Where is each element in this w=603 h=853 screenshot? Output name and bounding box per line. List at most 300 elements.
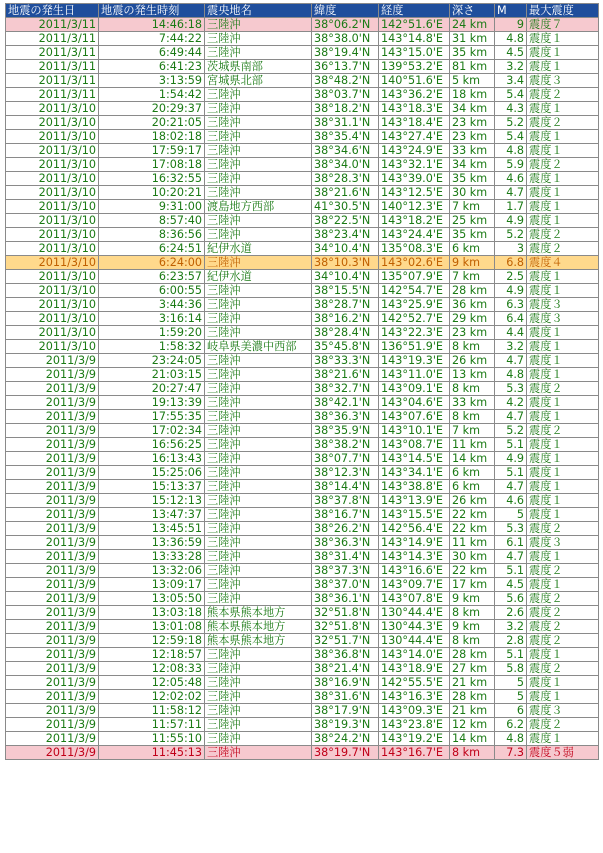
cell-depth: 8 km [450, 606, 495, 620]
cell-epicenter: 熊本県熊本地方 [205, 634, 312, 648]
cell-latitude: 38°21.6'N [312, 186, 379, 200]
cell-depth: 21 km [450, 676, 495, 690]
cell-time: 12:18:57 [99, 648, 205, 662]
cell-epicenter: 三陸沖 [205, 116, 312, 130]
cell-time: 17:59:17 [99, 144, 205, 158]
cell-epicenter: 宮城県北部 [205, 74, 312, 88]
cell-time: 3:44:36 [99, 298, 205, 312]
cell-max-intensity: 震度２ [527, 634, 599, 648]
cell-magnitude: 4.5 [495, 46, 527, 60]
table-row [6, 732, 599, 746]
cell-longitude: 142°52.7'E [379, 312, 450, 326]
cell-latitude: 32°51.7'N [312, 634, 379, 648]
cell-date: 2011/3/10 [6, 102, 99, 116]
cell-max-intensity: 震度１ [527, 172, 599, 186]
cell-epicenter: 三陸沖 [205, 564, 312, 578]
cell-date: 2011/3/10 [6, 116, 99, 130]
cell-magnitude: 5.3 [495, 382, 527, 396]
table-row [6, 200, 599, 214]
cell-max-intensity: 震度３ [527, 312, 599, 326]
table-row [6, 690, 599, 704]
cell-magnitude: 6.1 [495, 536, 527, 550]
cell-time: 15:12:13 [99, 494, 205, 508]
cell-latitude: 32°51.8'N [312, 606, 379, 620]
cell-max-intensity: 震度２ [527, 424, 599, 438]
cell-longitude: 143°18.9'E [379, 662, 450, 676]
cell-depth: 26 km [450, 494, 495, 508]
cell-depth: 6 km [450, 242, 495, 256]
cell-epicenter: 三陸沖 [205, 522, 312, 536]
table-row [6, 648, 599, 662]
cell-magnitude: 1.7 [495, 200, 527, 214]
table-row [6, 46, 599, 60]
cell-longitude: 143°09.7'E [379, 578, 450, 592]
table-row [6, 340, 599, 354]
table-row [6, 186, 599, 200]
cell-latitude: 38°37.0'N [312, 578, 379, 592]
cell-depth: 35 km [450, 228, 495, 242]
cell-latitude: 38°28.4'N [312, 326, 379, 340]
cell-date: 2011/3/9 [6, 606, 99, 620]
cell-date: 2011/3/9 [6, 494, 99, 508]
table-row [6, 74, 599, 88]
cell-latitude: 38°14.4'N [312, 480, 379, 494]
cell-longitude: 143°10.1'E [379, 424, 450, 438]
cell-max-intensity: 震度１ [527, 32, 599, 46]
cell-depth: 14 km [450, 452, 495, 466]
cell-max-intensity: 震度２ [527, 592, 599, 606]
cell-date: 2011/3/9 [6, 564, 99, 578]
cell-longitude: 143°14.9'E [379, 536, 450, 550]
cell-max-intensity: 震度２ [527, 620, 599, 634]
cell-magnitude: 2.6 [495, 606, 527, 620]
cell-date: 2011/3/9 [6, 396, 99, 410]
cell-latitude: 38°19.7'N [312, 746, 379, 760]
cell-depth: 34 km [450, 102, 495, 116]
cell-magnitude: 6.3 [495, 298, 527, 312]
cell-time: 1:58:32 [99, 340, 205, 354]
cell-magnitude: 5.1 [495, 466, 527, 480]
cell-latitude: 38°48.2'N [312, 74, 379, 88]
cell-magnitude: 6.4 [495, 312, 527, 326]
cell-epicenter: 三陸沖 [205, 228, 312, 242]
cell-depth: 11 km [450, 438, 495, 452]
cell-magnitude: 3 [495, 242, 527, 256]
cell-latitude: 38°16.2'N [312, 312, 379, 326]
cell-magnitude: 5.2 [495, 424, 527, 438]
cell-magnitude: 5.9 [495, 158, 527, 172]
table-row [6, 18, 599, 32]
cell-longitude: 143°14.8'E [379, 32, 450, 46]
cell-depth: 36 km [450, 298, 495, 312]
cell-epicenter: 三陸沖 [205, 368, 312, 382]
cell-max-intensity: 震度１ [527, 340, 599, 354]
cell-time: 13:36:59 [99, 536, 205, 550]
cell-depth: 81 km [450, 60, 495, 74]
cell-depth: 6 km [450, 466, 495, 480]
cell-max-intensity: 震度３ [527, 704, 599, 718]
cell-magnitude: 4.8 [495, 32, 527, 46]
cell-date: 2011/3/9 [6, 466, 99, 480]
cell-magnitude: 5.4 [495, 130, 527, 144]
cell-depth: 28 km [450, 690, 495, 704]
cell-magnitude: 5.4 [495, 88, 527, 102]
cell-max-intensity: 震度２ [527, 564, 599, 578]
cell-date: 2011/3/9 [6, 690, 99, 704]
cell-epicenter: 三陸沖 [205, 466, 312, 480]
cell-magnitude: 4.7 [495, 410, 527, 424]
cell-magnitude: 5.8 [495, 662, 527, 676]
cell-epicenter: 三陸沖 [205, 130, 312, 144]
cell-magnitude: 5 [495, 676, 527, 690]
cell-time: 13:09:17 [99, 578, 205, 592]
cell-max-intensity: 震度１ [527, 648, 599, 662]
cell-time: 6:49:44 [99, 46, 205, 60]
cell-magnitude: 4.7 [495, 354, 527, 368]
cell-magnitude: 5.3 [495, 522, 527, 536]
cell-longitude: 143°07.8'E [379, 592, 450, 606]
cell-epicenter: 三陸沖 [205, 32, 312, 46]
cell-date: 2011/3/9 [6, 452, 99, 466]
cell-time: 13:33:28 [99, 550, 205, 564]
cell-epicenter: 熊本県熊本地方 [205, 606, 312, 620]
cell-epicenter: 三陸沖 [205, 452, 312, 466]
cell-time: 10:20:21 [99, 186, 205, 200]
table-row [6, 214, 599, 228]
cell-epicenter: 三陸沖 [205, 172, 312, 186]
cell-longitude: 130°44.4'E [379, 606, 450, 620]
cell-depth: 23 km [450, 326, 495, 340]
cell-longitude: 135°08.3'E [379, 242, 450, 256]
cell-epicenter: 三陸沖 [205, 578, 312, 592]
cell-date: 2011/3/10 [6, 130, 99, 144]
cell-longitude: 143°25.9'E [379, 298, 450, 312]
cell-depth: 25 km [450, 214, 495, 228]
cell-magnitude: 6.8 [495, 256, 527, 270]
cell-longitude: 136°51.9'E [379, 340, 450, 354]
cell-longitude: 142°54.7'E [379, 284, 450, 298]
cell-magnitude: 4.4 [495, 326, 527, 340]
cell-depth: 9 km [450, 592, 495, 606]
cell-latitude: 38°19.3'N [312, 718, 379, 732]
cell-epicenter: 三陸沖 [205, 550, 312, 564]
cell-date: 2011/3/10 [6, 186, 99, 200]
table-row [6, 144, 599, 158]
cell-epicenter: 岐阜県美濃中西部 [205, 340, 312, 354]
cell-longitude: 143°16.3'E [379, 690, 450, 704]
cell-time: 23:24:05 [99, 354, 205, 368]
table-row [6, 438, 599, 452]
cell-depth: 8 km [450, 634, 495, 648]
cell-time: 6:24:51 [99, 242, 205, 256]
table-row [6, 634, 599, 648]
cell-depth: 17 km [450, 578, 495, 592]
cell-epicenter: 三陸沖 [205, 158, 312, 172]
cell-date: 2011/3/9 [6, 718, 99, 732]
cell-time: 6:23:57 [99, 270, 205, 284]
cell-magnitude: 2.8 [495, 634, 527, 648]
cell-longitude: 143°18.4'E [379, 116, 450, 130]
cell-longitude: 143°12.5'E [379, 186, 450, 200]
cell-max-intensity: 震度１ [527, 452, 599, 466]
cell-time: 11:45:13 [99, 746, 205, 760]
cell-max-intensity: 震度１ [527, 144, 599, 158]
cell-latitude: 38°31.6'N [312, 690, 379, 704]
table-row [6, 620, 599, 634]
cell-time: 13:01:08 [99, 620, 205, 634]
cell-epicenter: 三陸沖 [205, 508, 312, 522]
cell-date: 2011/3/10 [6, 144, 99, 158]
cell-time: 8:36:56 [99, 228, 205, 242]
cell-time: 13:03:18 [99, 606, 205, 620]
cell-epicenter: 紀伊水道 [205, 270, 312, 284]
cell-magnitude: 5.1 [495, 648, 527, 662]
cell-time: 11:57:11 [99, 718, 205, 732]
cell-depth: 22 km [450, 522, 495, 536]
cell-max-intensity: 震度１ [527, 214, 599, 228]
cell-date: 2011/3/10 [6, 340, 99, 354]
cell-time: 16:32:55 [99, 172, 205, 186]
cell-time: 13:47:37 [99, 508, 205, 522]
cell-latitude: 38°36.3'N [312, 410, 379, 424]
cell-time: 19:13:39 [99, 396, 205, 410]
cell-epicenter: 三陸沖 [205, 424, 312, 438]
cell-latitude: 38°36.1'N [312, 592, 379, 606]
cell-latitude: 34°10.4'N [312, 242, 379, 256]
cell-latitude: 38°28.3'N [312, 172, 379, 186]
cell-depth: 28 km [450, 648, 495, 662]
cell-epicenter: 三陸沖 [205, 256, 312, 270]
table-row [6, 382, 599, 396]
cell-magnitude: 3.2 [495, 340, 527, 354]
table-row [6, 270, 599, 284]
table-row [6, 564, 599, 578]
table-row [6, 536, 599, 550]
cell-depth: 8 km [450, 410, 495, 424]
cell-date: 2011/3/10 [6, 326, 99, 340]
cell-time: 17:08:18 [99, 158, 205, 172]
cell-date: 2011/3/9 [6, 662, 99, 676]
cell-max-intensity: 震度１ [527, 130, 599, 144]
cell-max-intensity: 震度２ [527, 228, 599, 242]
cell-longitude: 143°18.3'E [379, 102, 450, 116]
cell-date: 2011/3/9 [6, 382, 99, 396]
cell-date: 2011/3/9 [6, 578, 99, 592]
cell-max-intensity: 震度１ [527, 480, 599, 494]
cell-magnitude: 4.3 [495, 102, 527, 116]
cell-depth: 8 km [450, 382, 495, 396]
cell-magnitude: 5.2 [495, 228, 527, 242]
cell-epicenter: 三陸沖 [205, 438, 312, 452]
cell-depth: 9 km [450, 256, 495, 270]
cell-latitude: 38°03.7'N [312, 88, 379, 102]
table-row [6, 424, 599, 438]
table-row [6, 60, 599, 74]
table-row [6, 550, 599, 564]
cell-latitude: 38°37.3'N [312, 564, 379, 578]
cell-time: 6:41:23 [99, 60, 205, 74]
table-row [6, 116, 599, 130]
cell-max-intensity: 震度２ [527, 522, 599, 536]
cell-max-intensity: 震度１ [527, 732, 599, 746]
cell-date: 2011/3/9 [6, 550, 99, 564]
cell-date: 2011/3/11 [6, 60, 99, 74]
cell-date: 2011/3/9 [6, 536, 99, 550]
cell-magnitude: 7.3 [495, 746, 527, 760]
cell-longitude: 143°18.2'E [379, 214, 450, 228]
cell-date: 2011/3/10 [6, 158, 99, 172]
table-row [6, 606, 599, 620]
cell-max-intensity: 震度４ [527, 256, 599, 270]
table-row [6, 298, 599, 312]
cell-depth: 21 km [450, 704, 495, 718]
cell-max-intensity: 震度２ [527, 88, 599, 102]
table-row [6, 508, 599, 522]
cell-magnitude: 4.7 [495, 480, 527, 494]
cell-longitude: 143°22.3'E [379, 326, 450, 340]
cell-max-intensity: 震度３ [527, 74, 599, 88]
cell-magnitude: 5.1 [495, 438, 527, 452]
table-row [6, 88, 599, 102]
cell-depth: 8 km [450, 746, 495, 760]
cell-date: 2011/3/10 [6, 242, 99, 256]
table-row [6, 480, 599, 494]
cell-date: 2011/3/9 [6, 424, 99, 438]
header-epicenter: 震央地名 [205, 4, 312, 18]
cell-latitude: 38°38.2'N [312, 438, 379, 452]
table-row [6, 662, 599, 676]
cell-time: 12:08:33 [99, 662, 205, 676]
cell-depth: 7 km [450, 270, 495, 284]
cell-magnitude: 4.7 [495, 550, 527, 564]
cell-magnitude: 6.2 [495, 718, 527, 732]
cell-date: 2011/3/11 [6, 88, 99, 102]
header-max-intensity: 最大震度 [527, 4, 599, 18]
table-row [6, 256, 599, 270]
cell-longitude: 140°12.3'E [379, 200, 450, 214]
header-latitude: 緯度 [312, 4, 379, 18]
cell-time: 16:56:25 [99, 438, 205, 452]
cell-longitude: 143°07.6'E [379, 410, 450, 424]
cell-date: 2011/3/9 [6, 522, 99, 536]
cell-longitude: 143°04.6'E [379, 396, 450, 410]
cell-latitude: 38°19.4'N [312, 46, 379, 60]
cell-date: 2011/3/9 [6, 620, 99, 634]
cell-longitude: 142°56.4'E [379, 522, 450, 536]
cell-latitude: 38°26.2'N [312, 522, 379, 536]
cell-epicenter: 三陸沖 [205, 144, 312, 158]
table-row [6, 228, 599, 242]
table-row [6, 396, 599, 410]
cell-longitude: 139°53.2'E [379, 60, 450, 74]
cell-depth: 33 km [450, 144, 495, 158]
cell-max-intensity: 震度１ [527, 494, 599, 508]
cell-max-intensity: 震度１ [527, 354, 599, 368]
earthquake-table [5, 3, 599, 760]
cell-epicenter: 紀伊水道 [205, 242, 312, 256]
cell-latitude: 34°10.4'N [312, 270, 379, 284]
cell-longitude: 143°02.6'E [379, 256, 450, 270]
cell-depth: 23 km [450, 130, 495, 144]
cell-latitude: 38°37.8'N [312, 494, 379, 508]
cell-epicenter: 三陸沖 [205, 494, 312, 508]
header-depth: 深さ [450, 4, 495, 18]
cell-date: 2011/3/10 [6, 228, 99, 242]
cell-date: 2011/3/9 [6, 732, 99, 746]
cell-magnitude: 5 [495, 508, 527, 522]
cell-longitude: 142°51.6'E [379, 18, 450, 32]
cell-longitude: 143°19.2'E [379, 732, 450, 746]
cell-date: 2011/3/9 [6, 438, 99, 452]
cell-latitude: 38°33.3'N [312, 354, 379, 368]
cell-max-intensity: 震度１ [527, 466, 599, 480]
cell-time: 9:31:00 [99, 200, 205, 214]
table-row [6, 172, 599, 186]
cell-time: 21:03:15 [99, 368, 205, 382]
cell-depth: 23 km [450, 116, 495, 130]
cell-depth: 6 km [450, 480, 495, 494]
cell-magnitude: 5.1 [495, 564, 527, 578]
table-row [6, 676, 599, 690]
cell-max-intensity: 震度１ [527, 690, 599, 704]
cell-depth: 30 km [450, 550, 495, 564]
cell-max-intensity: 震度２ [527, 606, 599, 620]
cell-max-intensity: 震度１ [527, 676, 599, 690]
cell-depth: 13 km [450, 368, 495, 382]
cell-max-intensity: 震度１ [527, 46, 599, 60]
cell-epicenter: 三陸沖 [205, 592, 312, 606]
cell-max-intensity: 震度２ [527, 718, 599, 732]
cell-latitude: 38°35.4'N [312, 130, 379, 144]
cell-magnitude: 5.6 [495, 592, 527, 606]
cell-latitude: 38°07.7'N [312, 452, 379, 466]
cell-date: 2011/3/11 [6, 74, 99, 88]
cell-depth: 9 km [450, 620, 495, 634]
cell-epicenter: 三陸沖 [205, 18, 312, 32]
table-row [6, 326, 599, 340]
cell-date: 2011/3/9 [6, 508, 99, 522]
cell-max-intensity: 震度７ [527, 18, 599, 32]
cell-date: 2011/3/10 [6, 200, 99, 214]
cell-longitude: 143°08.7'E [379, 438, 450, 452]
cell-max-intensity: 震度１ [527, 270, 599, 284]
cell-max-intensity: 震度１ [527, 326, 599, 340]
cell-epicenter: 三陸沖 [205, 396, 312, 410]
cell-epicenter: 三陸沖 [205, 690, 312, 704]
cell-depth: 7 km [450, 424, 495, 438]
cell-depth: 28 km [450, 284, 495, 298]
cell-longitude: 143°14.0'E [379, 648, 450, 662]
cell-latitude: 38°12.3'N [312, 466, 379, 480]
cell-time: 6:00:55 [99, 284, 205, 298]
cell-latitude: 38°31.1'N [312, 116, 379, 130]
cell-latitude: 38°16.7'N [312, 508, 379, 522]
table-row [6, 592, 599, 606]
table-row [6, 130, 599, 144]
cell-max-intensity: 震度２ [527, 158, 599, 172]
table-row [6, 312, 599, 326]
cell-epicenter: 三陸沖 [205, 214, 312, 228]
cell-max-intensity: 震度１ [527, 508, 599, 522]
cell-epicenter: 熊本県熊本地方 [205, 620, 312, 634]
cell-latitude: 38°15.5'N [312, 284, 379, 298]
cell-latitude: 38°35.9'N [312, 424, 379, 438]
cell-time: 14:46:18 [99, 18, 205, 32]
table-row [6, 368, 599, 382]
cell-time: 3:13:59 [99, 74, 205, 88]
cell-time: 16:13:43 [99, 452, 205, 466]
cell-latitude: 38°16.9'N [312, 676, 379, 690]
